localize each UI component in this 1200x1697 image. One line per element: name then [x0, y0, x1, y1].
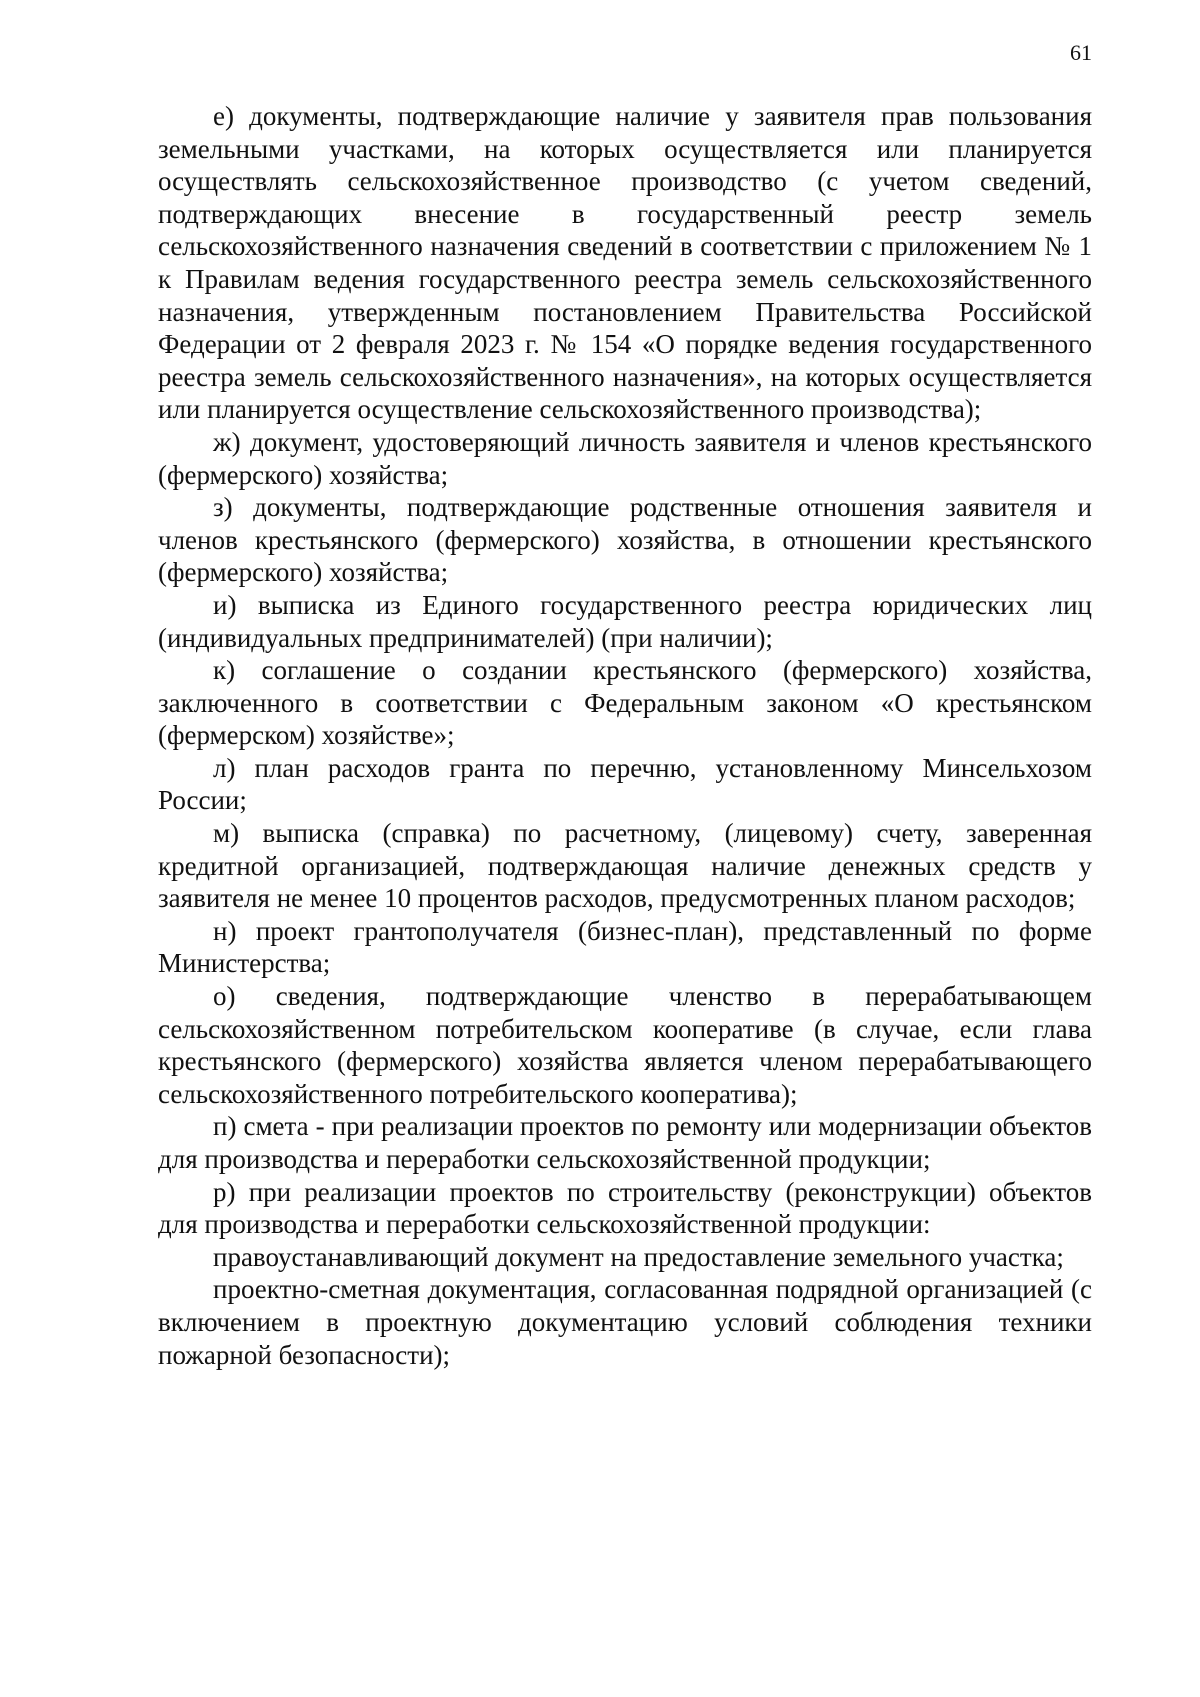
paragraph-e-land-rights-documents: е) документы, подтверждающие наличие у заявителя прав пользования земельными участками, на которых осуществляется или планируется осуществлять сельскохозяйственное производство (с учетом сведений, подтверждающих внесение в государственный реестр земель сельскохозяйственного назначения сведений в соответствии с приложением № 1 к Правилам ведения государственного реестра земель сельскохозяйственного назначения, утвержденным постановлением Правительства Российской Федерации от 2 февраля 2023 г. № 154 «О порядке ведения государственного реестра земель сельскохозяйственного назначения», на которых осуществляется или планируется осуществление сельскохозяйственного производства);	[158, 101, 1092, 425]
paragraph-n-business-plan: н) проект грантополучателя (бизнес-план), представленный по форме Министерства;	[158, 915, 1092, 979]
paragraph-z-kinship-documents: з) документы, подтверждающие родственные отношения заявителя и членов крестьянского (фермерского) хозяйства, в отношении крестьянского (фермерского) хозяйства;	[158, 492, 1092, 588]
paragraph-o-cooperative-membership: о) сведения, подтверждающие членство в перерабатывающем сельскохозяйственном потребительском кооперативе (в случае, если глава крестьянского (фермерского) хозяйства является членом перерабатывающего сельскохозяйственного потребительского кооператива);	[158, 981, 1092, 1109]
paragraph-l-grant-expense-plan: л) план расходов гранта по перечню, установленному Минсельхозом России;	[158, 752, 1092, 816]
paragraph-i-registry-extract: и) выписка из Единого государственного реестра юридических лиц (индивидуальных предпринимателей) (при наличии);	[158, 589, 1092, 653]
page-number: 61	[1070, 40, 1092, 65]
document-body	[158, 100, 1092, 1371]
paragraph-land-title-document: правоустанавливающий документ на предоставление земельного участка;	[213, 1241, 1064, 1272]
paragraph-p-repair-estimate: п) смета - при реализации проектов по ремонту или модернизации объектов для производства и переработки сельскохозяйственной продукции;	[158, 1111, 1092, 1174]
paragraph-design-estimate-documentation: проектно-сметная документация, согласованная подрядной организацией (с включением в проектную документацию условий соблюдения техники пожарной безопасности);	[158, 1274, 1092, 1370]
paragraph-r-construction-projects: р) при реализации проектов по строительству (реконструкции) объектов для производства и переработки сельскохозяйственной продукции:	[158, 1176, 1092, 1240]
paragraph-m-bank-statement: м) выписка (справка) по расчетному, (лицевому) счету, заверенная кредитной организацией, подтверждающая наличие денежных средств у заявителя не менее 10 процентов расходов, предусмотренных планом расходов;	[158, 818, 1092, 914]
paragraph-k-farm-agreement: к) соглашение о создании крестьянского (фермерского) хозяйства, заключенного в соответствии с Федеральным законом «О крестьянском (фермерском) хозяйстве»;	[158, 655, 1092, 751]
paragraph-zh-identity-document: ж) документ, удостоверяющий личность заявителя и членов крестьянского (фермерского) хозяйства;	[158, 426, 1092, 490]
